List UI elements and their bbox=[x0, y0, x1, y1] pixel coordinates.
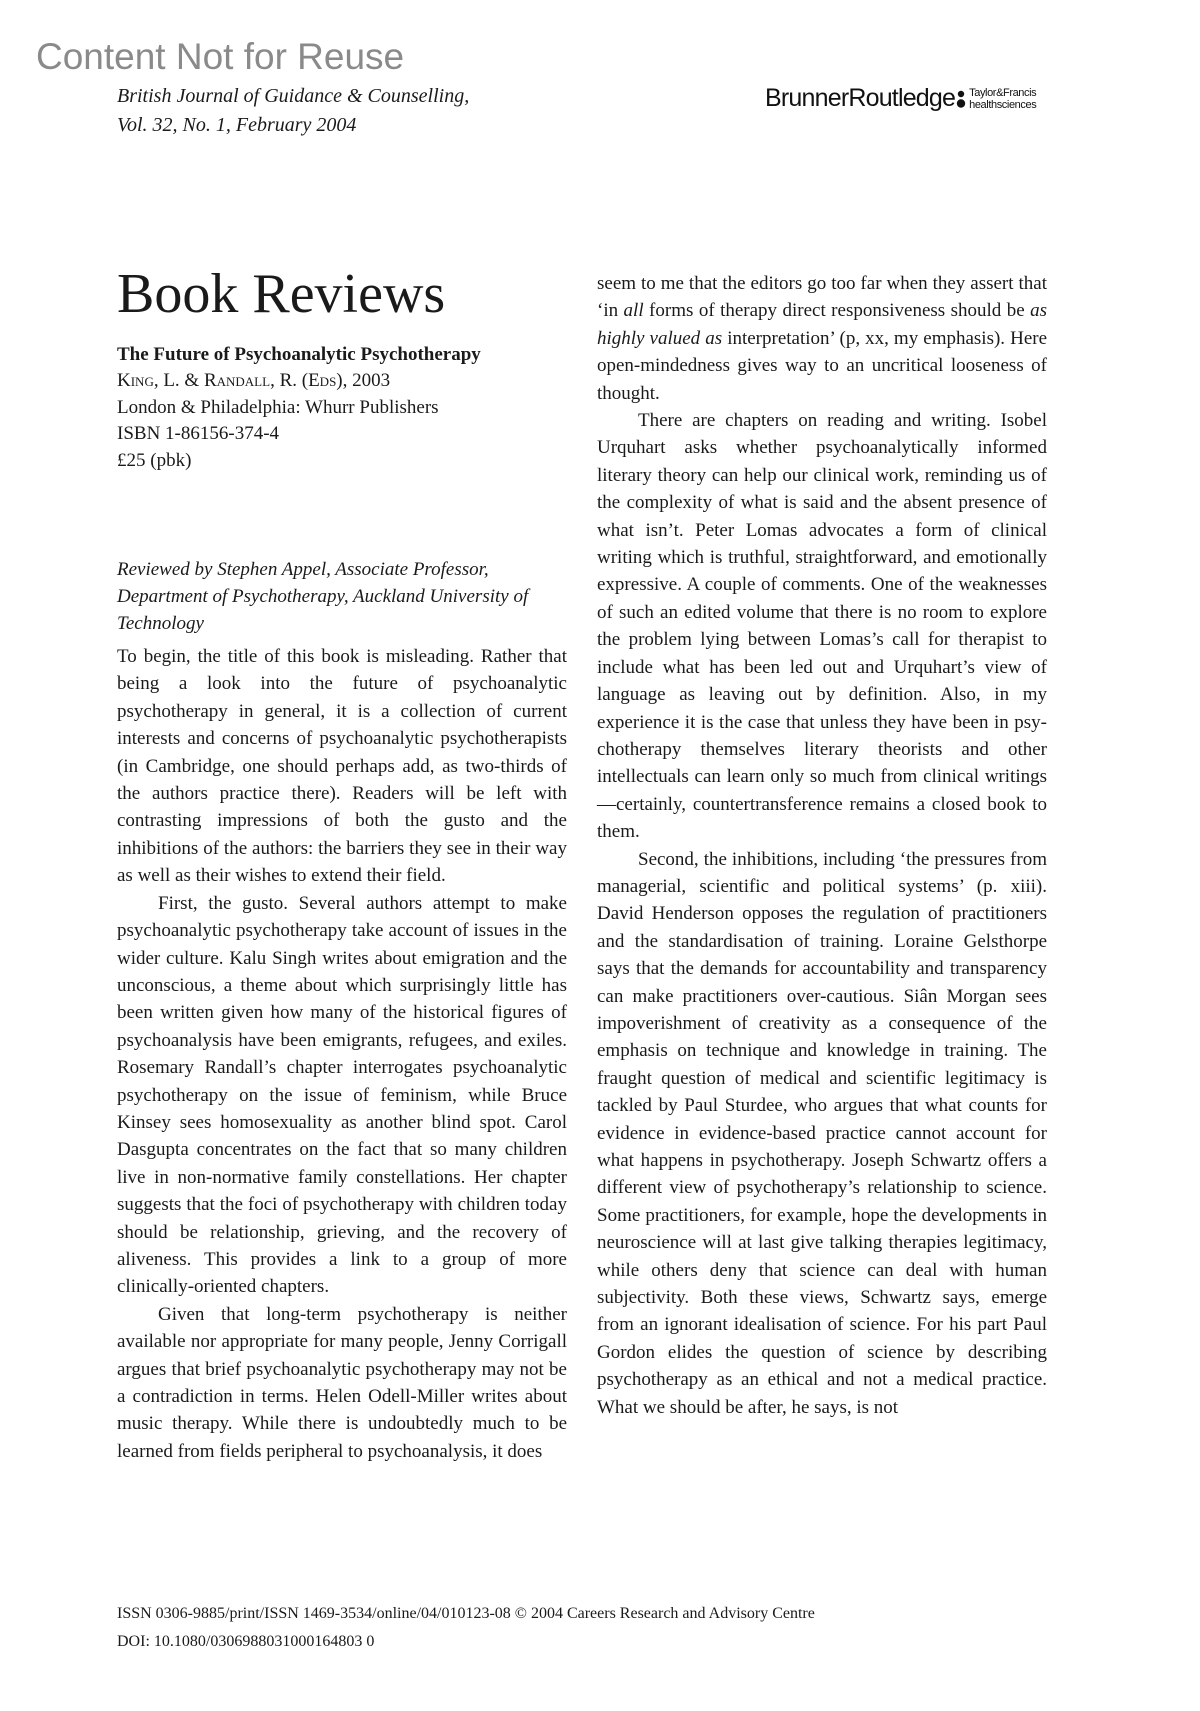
body-paragraph: Given that long-term psychotherapy is neither available nor appropriate for many people, Jenny Corrigall argues that brief psychoanalytic psychotherapy may not be a contradiction in terms. Helen Odell-Miller writes about music therapy. While there is undoubtedly much to be learned from fields peripheral to psychoanalysis, it does bbox=[117, 1303, 567, 1462]
text-run: interpretation’ (p, xx, my emphasis). Here open-mindedness gives way to an uncritical looseness of thought. bbox=[597, 327, 1048, 404]
footer-doi: DOI: 10.1080/0306988031000164803 0 bbox=[117, 1633, 375, 1650]
reviewer-credit: Reviewed by Stephen Appel, Associate Professor, Department of Psychotherapy, Auckland University of Technology bbox=[117, 559, 529, 635]
publisher-imprint-tf: Taylor&Francis bbox=[969, 86, 1037, 99]
publisher-emblem-icon bbox=[956, 88, 967, 110]
book-editors: King, L. & Randall, R. (Eds), 2003 bbox=[117, 370, 391, 392]
publisher-imprint-hs: healthsciences bbox=[969, 98, 1037, 111]
body-paragraph: First, the gusto. Several authors attempt to make psychoanalytic psychotherapy take account of issues in the wider culture. Kalu Singh writes about emigration and the unconscious, a theme about which surprisingly little has been written given how many of the historical figures of psychoanalysis have been emigrants, refugees, and exiles. Rosemary Randall’s chapter interrogates psychoanalytic psychotherapy on the issue of feminism, while Bruce Kinsey sees homosexuality as another blind spot. Carol Dasgupta concentrates on the fact that so many children live in non-normative family constellations. Her chapter suggests that the foci of psychotherapy with children today should be relationship, grieving, and the recovery of aliveness. This provides a link to a group of more clinically-oriented chapters. bbox=[117, 892, 567, 1298]
book-publisher: London & Philadelphia: Whurr Publishers bbox=[117, 396, 439, 418]
emphasis: all bbox=[623, 300, 644, 322]
body-paragraph bbox=[597, 270, 1047, 407]
book-isbn: ISBN 1-86156-374-4 bbox=[117, 423, 280, 445]
book-title: The Future of Psychoanalytic Psychotherapy bbox=[117, 344, 481, 365]
book-price: £25 (pbk) bbox=[117, 449, 192, 471]
book-details bbox=[117, 342, 567, 474]
left-column bbox=[117, 262, 567, 1465]
body-paragraph: Second, the inhibitions, including ‘the pressures from managerial, scientific and political systems’ (p. xiii). David Henderson opposes the regulation of practitioners and the standardisation of training. Loraine Gelsthorpe says that the demands for accountability and transparency can make practitioners over-cautious. Siân Morgan sees impoverishment of creativity as a consequence of the emphasis on technique and knowledge in training. The fraught question of medical and scientific legitimacy is tackled by Paul Sturdee, who argues that what counts for evidence in evidence-based practice cannot account for what happens in psychotherapy. Joseph Schwartz offers a different view of psychotherapy’s relationship to science. Some practitioners, for example, hope the developments in neuroscience will at last give talking therapies legitimacy, while others deny that science can deal with human subjectivity. Both these views, Schwartz says, emerge from an ignorant idealisation of science. For his part Paul Gordon elides the question of science by describing psychotherapy as an ethical and not a medical practice. What we should be after, he says, is not bbox=[597, 848, 1047, 1418]
footer-issn: ISSN 0306-9885/print/ISSN 1469-3534/online/04/010123-08 © 2004 Careers Research and Advisory Centre bbox=[117, 1605, 815, 1622]
watermark: Content Not for Reuse bbox=[36, 36, 405, 77]
footer bbox=[117, 1600, 815, 1656]
emphasis: as highly valued as bbox=[597, 300, 1047, 349]
body-paragraph: To begin, the title of this book is misleading. Rather that being a look into the future of psychoanalytic psychotherapy in general, it is a collection of current interests and concerns of psychoanalytic psychotherapists (in Cambridge, one should perhaps add, as two-thirds of the authors practice there). Readers will be left with contrasting impressions of both the gusto and the inhibitions of the authors: the barriers they see in their way as well as their wishes to extend their field. bbox=[117, 646, 567, 887]
section-title: Book Reviews bbox=[117, 263, 446, 325]
right-column bbox=[597, 270, 1047, 1421]
journal-citation bbox=[117, 82, 469, 140]
publisher-logo bbox=[765, 84, 1036, 113]
journal-name: British Journal of Guidance & Counselling, bbox=[117, 85, 470, 107]
body-paragraph: There are chapters on reading and writing. Isobel Urquhart asks whether psychoanalytically informed literary theory can help our clinical work, reminding us of the complexity of what is said and the absent presence of what isn’t. Peter Lomas advocates a form of clinical writing which is truthful, straightforward, and emotionally expressive. A couple of comments. One of the weaknesses of such an edited volume that there is no room to explore the problem lying between Lomas’s call for therapist to include what has been led out and Urquhart’s view of language as leaving out by definition. Also, in my experience it is the case that unless they have been in psychotherapy themselves literary theorists and other intellectuals can learn only so much from clinical writings—certainly, countertransference remains a closed book to them. bbox=[597, 410, 1047, 843]
journal-issue: Vol. 32, No. 1, February 2004 bbox=[117, 114, 357, 136]
publisher-logo-text: BrunnerRoutledge bbox=[765, 84, 956, 112]
text-run: forms of therapy direct responsiveness should be bbox=[643, 300, 1031, 322]
text-run: seem to me that the editors go too far when they assert that ‘in bbox=[597, 273, 1047, 322]
publisher-imprint bbox=[969, 87, 1036, 111]
